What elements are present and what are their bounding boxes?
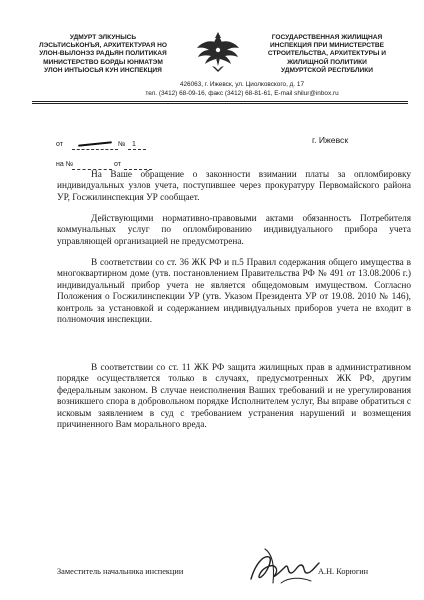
header-russian-name xyxy=(246,34,408,75)
handwritten-signature xyxy=(245,543,323,591)
coat-of-arms-icon xyxy=(194,30,242,74)
reg-ref-label: на № xyxy=(56,161,74,168)
handwritten-date xyxy=(78,141,112,147)
header-line: ИНСПЕКЦИЯ ПРИ МИНИСТЕРСТВЕ xyxy=(269,42,385,50)
reg-number-value: 1 xyxy=(132,141,136,148)
reg-number-field xyxy=(128,149,146,150)
signer-title: Заместитель начальника инспекции xyxy=(57,567,184,576)
header-address: 426063, г. Ижевск, ул. Циолковского, д. 17 xyxy=(179,81,305,88)
reg-date-field xyxy=(72,149,118,150)
signer-name: А.Н. Корюгин xyxy=(318,567,369,576)
header-divider xyxy=(32,103,408,104)
city-label: г. Ижевск xyxy=(312,135,349,145)
reg-number-sign: № xyxy=(118,141,126,148)
header-line: ГОСУДАРСТВЕННАЯ ЖИЛИЩНАЯ xyxy=(271,34,383,41)
body-paragraph: В соответствии со ст. 36 ЖК РФ и п.5 Правил содержания общего имущества в многоквартирном доме (утв. постановлением Правительства РФ № 491 от 13.08.2006 г.) индивидуальный прибор учета не является общедомовым имуществом. Согласно Положения о Госжилинспекции УР (утв. Указом Президента УР от 19.08. 2010 № 146), контроль за установкой и содержанием индивидуальных приборов учета не входит в полномочия инспекции. xyxy=(57,258,411,326)
reg-ref-from-label: от xyxy=(114,161,121,168)
header-divider xyxy=(32,101,408,102)
header-line: ЖИЛИЩНОЙ ПОЛИТИКИ xyxy=(287,58,367,66)
header-contacts: тел. (3412) 68-09-16, факс (3412) 68-81-61, E-mail shilur@inbox.ru xyxy=(145,90,339,97)
header-line: УЛОН ИНТЫОСЬЯ КУН ИНСПЕКЦИЯ xyxy=(44,66,162,74)
header-line: МИНИСТЕРСТВО БОРДЫ ЮНМАТЭМ xyxy=(43,58,163,66)
header-udmurt-name xyxy=(18,34,188,75)
body-paragraph: В соответствии со ст. 11 ЖК РФ защита жилищных прав в административном порядке осуществляется только в случаях, предусмотренных ЖК РФ, другим федеральным законом. В случае неисполнения Ваших требований и не урегулирования возникшего спора в добровольном порядке Исполнителем услуг, Вы вправе обратиться с исковым заявлением в суд с требованием устранения нарушений и возмещения причиненного Вам морального вреда. xyxy=(57,363,411,431)
body-paragraph: На Ваше обращение о законности взимании платы за опломбировку индивидуальных узлов учета, поступившее через прокуратуру Первомайского района УР, Госжилинспекция УР сообщает. xyxy=(57,170,411,203)
reg-from-label: от xyxy=(56,141,63,148)
header-line: УДМУРТСКОЙ РЕСПУБЛИКИ xyxy=(281,66,373,74)
header-line: СТРОИТЕЛЬСТВА, АРХИТЕКТУРЫ И xyxy=(267,50,387,58)
header-line: ЛЭСЬТИСЬКОНЪЯ, АРХИТЕКТУРАЯ НО xyxy=(38,42,168,50)
body-paragraph: Действующими нормативно-правовыми актами обязанность Потребителя коммунальных услуг по опломбированию индивидуального прибора учета управляющей организацией не предусмотрена. xyxy=(57,214,411,247)
header-line: УДМУРТ ЭЛКУНЫСЬ xyxy=(69,34,137,41)
header-line: УЛОН-ВЫЛОНЭЗ РАДЬЯН ПОЛИТИКАЯ xyxy=(39,50,167,58)
